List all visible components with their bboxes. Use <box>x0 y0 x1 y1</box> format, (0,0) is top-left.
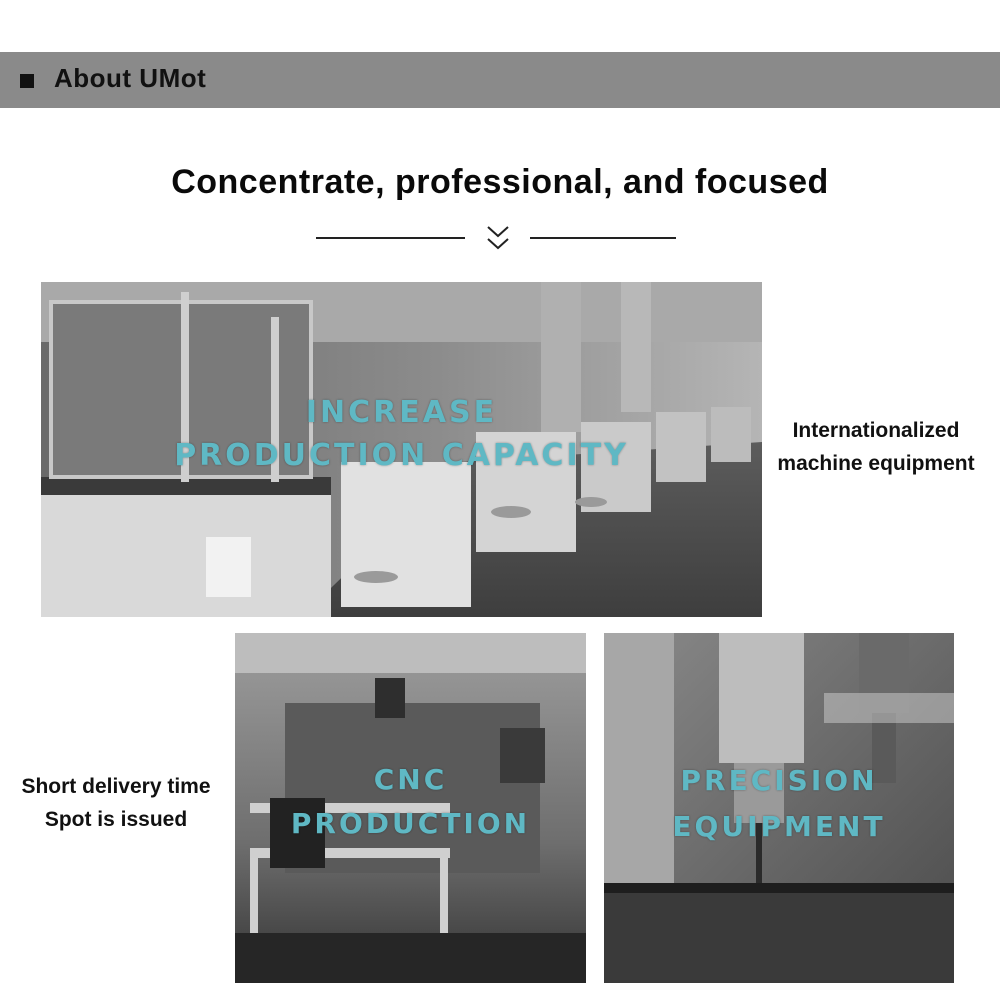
side-note-right <box>762 414 990 480</box>
side-note-left-line2: Spot is issued <box>44 808 188 831</box>
overlay-line-2: PRODUCTION <box>290 807 531 840</box>
divider-line-left <box>316 237 465 239</box>
square-bullet-icon <box>20 74 34 88</box>
overlay-line-1: CNC <box>373 763 448 796</box>
overlay-line-2: PRODUCTION CAPACITY <box>174 438 629 473</box>
section-title: About UMot <box>54 63 207 93</box>
overlay-line-1: INCREASE <box>305 395 498 430</box>
double-chevron-down-icon <box>485 224 511 254</box>
tagline-heading: Concentrate, professional, and focused <box>171 163 829 201</box>
overlay-line-1: PRECISION <box>680 764 878 797</box>
side-note-right-line2: machine equipment <box>777 452 975 475</box>
factory-floor-photo <box>41 282 762 617</box>
precision-drill-photo <box>604 633 954 983</box>
cnc-machine-photo <box>235 633 586 983</box>
side-note-left-line1: Short delivery time <box>21 775 211 798</box>
side-note-right-line1: Internationalized <box>792 419 960 442</box>
section-header-bar <box>0 52 1000 108</box>
side-note-left <box>0 770 232 836</box>
overlay-line-2: EQUIPMENT <box>672 810 886 843</box>
divider-line-right <box>530 237 676 239</box>
